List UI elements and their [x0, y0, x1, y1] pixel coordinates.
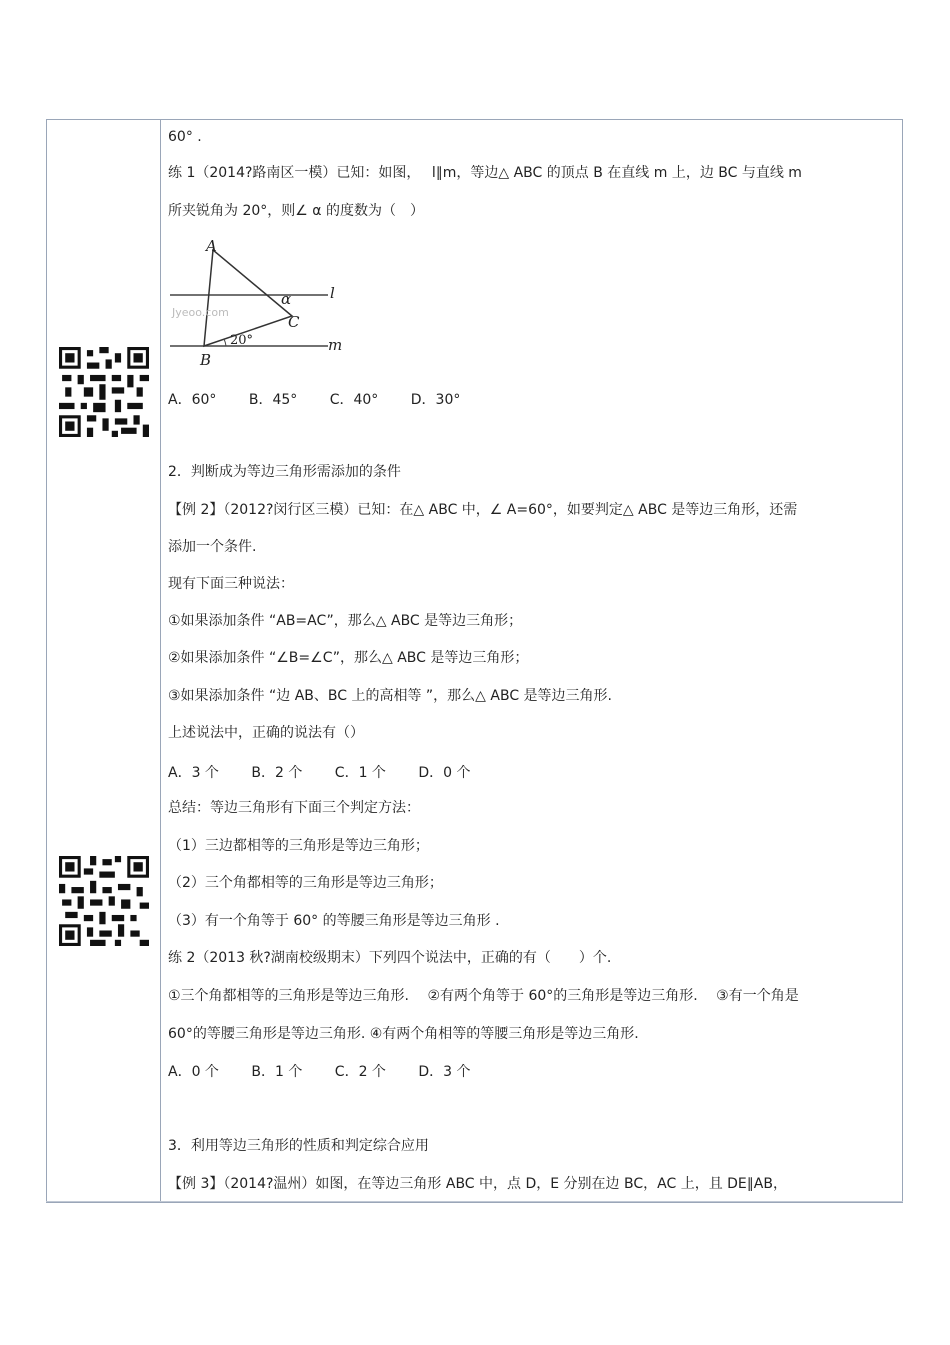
- text-line-1: 60° .: [168, 129, 202, 145]
- exercise-2-statements: ①三个角都相等的三角形是等边三角形. ②有两个角等于 60°的三角形是等边三角形. ③有一个角是: [168, 988, 799, 1004]
- label-C: C: [288, 313, 300, 331]
- example-2-intro: 现有下面三种说法：: [168, 576, 294, 592]
- example-2-statement-3: ③如果添加条件 “边 AB、BC 上的高相等 ”，那么△ ABC 是等边三角形.: [168, 688, 612, 704]
- label-20-degrees: 20°: [230, 333, 254, 348]
- section-2-heading: 2．判断成为等边三角形需添加的条件: [168, 464, 401, 480]
- summary-heading: 总结：等边三角形有下面三个判定方法：: [168, 800, 420, 816]
- qr-code-icon: [59, 347, 149, 437]
- example-2-ask: 上述说法中，正确的说法有（）: [168, 725, 364, 741]
- label-A: A: [206, 240, 217, 255]
- label-B: B: [200, 351, 212, 369]
- example-2-question: 【例 2】（2012?闵行区三模）已知：在△ ABC 中，∠ A=60°，如要判定△ ABC 是等边三角形，还需: [168, 502, 798, 518]
- example-3-question: 【例 3】（2014?温州）如图，在等边三角形 ABC 中，点 D，E 分别在边 BC，AC 上，且 DE∥AB，: [168, 1176, 787, 1192]
- exercise-1-options: A．60° B．45° C．40° D．30°: [168, 392, 461, 408]
- exercise-2-options: A．0 个 B．1 个 C．2 个 D．3 个: [168, 1064, 471, 1080]
- example-2-question-cont: 添加一个条件.: [168, 539, 257, 555]
- label-m: m: [328, 336, 343, 354]
- triangle-figure: [168, 240, 348, 370]
- column-divider: [160, 119, 161, 1203]
- exercise-2-statements-cont: 60°的等腰三角形是等边三角形. ④有两个角相等的等腰三角形是等边三角形.: [168, 1026, 639, 1042]
- section-3-heading: 3．利用等边三角形的性质和判定综合应用: [168, 1138, 429, 1154]
- summary-method-1: （1）三边都相等的三角形是等边三角形；: [168, 838, 429, 854]
- example-2-statement-1: ①如果添加条件 “AB=AC”，那么△ ABC 是等边三角形；: [168, 613, 523, 629]
- qr-code-icon: [59, 856, 149, 946]
- table-bottom-rule: [46, 1201, 903, 1202]
- label-alpha: α: [281, 290, 292, 308]
- exercise-1-question: 练 1（2014?路南区一模）已知：如图， l∥m，等边△ ABC 的顶点 B 在直线 m 上，边 BC 与直线 m: [168, 165, 802, 181]
- example-2-options: A．3 个 B．2 个 C．1 个 D．0 个: [168, 765, 471, 781]
- example-2-statement-2: ②如果添加条件 “∠B=∠C”，那么△ ABC 是等边三角形；: [168, 650, 529, 666]
- figure-watermark: Jyeoo.com: [172, 306, 229, 319]
- exercise-2-question: 练 2（2013 秋?湖南校级期末）下列四个说法中，正确的有（ ）个.: [168, 950, 612, 966]
- label-l: l: [330, 284, 335, 302]
- summary-method-2: （2）三个角都相等的三角形是等边三角形；: [168, 875, 443, 891]
- exercise-1-question-cont: 所夹锐角为 20°，则∠ α 的度数为（ ）: [168, 203, 424, 219]
- summary-method-3: （3）有一个角等于 60° 的等腰三角形是等边三角形 .: [168, 913, 500, 929]
